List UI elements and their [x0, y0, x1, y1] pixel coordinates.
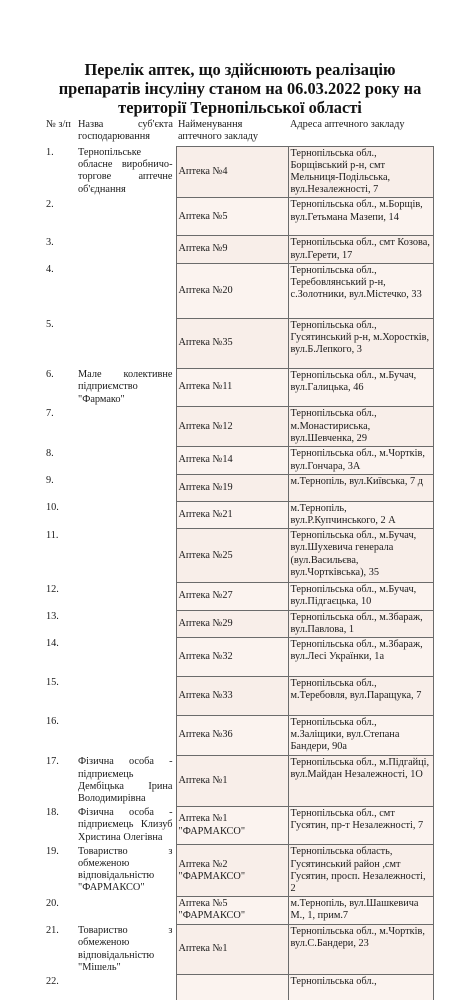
- document-title: [40, 60, 440, 117]
- row-number: 1.: [46, 147, 54, 158]
- pharmacy-address: Тернопільська обл., м.Чортків, вул.С.Бандери, 23: [288, 924, 433, 975]
- row-number: 22.: [46, 975, 59, 987]
- pharmacy-name: Аптека №1: [176, 924, 288, 975]
- subject-name: [74, 474, 176, 501]
- subject-name: [74, 263, 176, 318]
- table-row: [44, 924, 433, 975]
- subject-name: [74, 583, 176, 610]
- header-no: № з/п: [46, 119, 71, 130]
- subject-name: Товариство з обмеженою відповідальністю "Мішель": [78, 925, 173, 973]
- row-number: 17.: [46, 756, 59, 768]
- table-row: [44, 715, 433, 755]
- pharmacy-address: Тернопільська обл., м.Заліщики, вул.Степана Бандери, 90а: [288, 715, 433, 755]
- row-number: 3.: [46, 236, 54, 248]
- pharmacy-name: Аптека №5 "ФАРМАКСО": [176, 897, 288, 924]
- pharmacy-name: Аптека №9: [176, 236, 288, 263]
- pharmacy-name: Аптека №14: [176, 447, 288, 474]
- subject-name: [74, 236, 176, 263]
- table-row: [44, 897, 433, 924]
- pharmacy-address: Тернопільська обл., смт Гусятин, пр-т Незалежності, 7: [288, 806, 433, 845]
- pharmacy-name: [176, 975, 288, 1000]
- pharmacy-name: Аптека №11: [176, 368, 288, 407]
- row-number: 19.: [46, 845, 59, 857]
- title-line-3: території Тернопільської області: [118, 98, 362, 117]
- row-number: 15.: [46, 677, 59, 689]
- pharmacy-address: Тернопільська обл., Гусятинський р-н, м.Хоростків, вул.Б.Лепкого, 3: [288, 318, 433, 368]
- pharmacy-address: Тернопільська обл., смт Козова, вул.Герети, 17: [288, 236, 433, 263]
- pharmacy-name: Аптека №36: [176, 715, 288, 755]
- row-number: 9.: [46, 475, 54, 487]
- pharmacy-name: Аптека №20: [176, 263, 288, 318]
- subject-name: Тернопільське обласне виробничо-торгове аптечне об'єднання: [78, 147, 173, 195]
- row-number: 11.: [46, 529, 59, 541]
- pharmacy-address: Тернопільська обл., м.Збараж, вул.Лесі Українки, 1а: [288, 637, 433, 676]
- subject-name: [74, 715, 176, 755]
- subject-name: Мале колективне підприємство "Фармако": [78, 369, 173, 405]
- pharmacy-address: м.Тернопіль, вул.Р.Купчинського, 2 А: [288, 501, 433, 528]
- pharmacy-name: Аптека №12: [176, 407, 288, 447]
- table-row: [44, 447, 433, 474]
- pharmacy-name: Аптека №1: [176, 755, 288, 806]
- subject-name: [74, 447, 176, 474]
- pharmacy-name: Аптека №25: [176, 529, 288, 583]
- table-row: [44, 236, 433, 263]
- pharmacy-name: Аптека №27: [176, 583, 288, 610]
- table-row: [44, 198, 433, 236]
- title-line-1: Перелік аптек, що здійснюють реалізацію: [84, 60, 396, 79]
- subject-name: [74, 529, 176, 583]
- pharmacy-address: Тернопільська обл., м.Бучач, вул.Галицька, 46: [288, 368, 433, 407]
- pharmacy-address: Тернопільська обл., Теребовлянський р-н, с.Золотники, вул.Містечко, 33: [288, 263, 433, 318]
- row-number: 14.: [46, 638, 59, 650]
- pharmacy-table: [44, 118, 434, 1000]
- subject-name: [74, 610, 176, 637]
- pharmacy-address: Тернопільська обл., м.Борщів, вул.Гетьмана Мазепи, 14: [288, 198, 433, 236]
- subject-name: Товариство з обмеженою відповідальністю "ФАРМАКСО": [78, 845, 173, 894]
- row-number: 20.: [46, 897, 59, 909]
- table-row: [44, 146, 433, 198]
- header-entity: Назва суб'єкта господарювання: [78, 119, 173, 143]
- row-number: 10.: [46, 502, 59, 514]
- row-number: 4.: [46, 264, 54, 276]
- subject-name: [74, 975, 176, 1000]
- pharmacy-name: Аптека №32: [176, 637, 288, 676]
- pharmacy-name: Аптека №5: [176, 198, 288, 236]
- row-number: 21.: [46, 925, 59, 937]
- pharmacy-name: Аптека №33: [176, 676, 288, 715]
- row-number: 16.: [46, 716, 59, 728]
- pharmacy-address: Тернопільська обл., м.Монастириська, вул.Шевченка, 29: [288, 407, 433, 447]
- row-number: 13.: [46, 611, 59, 623]
- row-number: 6.: [46, 369, 54, 381]
- table-row: [44, 755, 433, 806]
- pharmacy-address: Тернопільська обл., м.Чортків, вул.Гончара, 3А: [288, 447, 433, 474]
- pharmacy-address: Тернопільська обл.,: [288, 975, 433, 1000]
- pharmacy-table-body: [44, 118, 433, 1000]
- table-row: [44, 318, 433, 368]
- subject-name: Фізична особа - підприємець Дембіцька Ірина Володимирівна: [78, 756, 173, 805]
- table-row: [44, 407, 433, 447]
- table-row: [44, 806, 433, 845]
- table-row: [44, 583, 433, 610]
- subject-name: [74, 198, 176, 236]
- subject-name: [74, 318, 176, 368]
- row-number: 2.: [46, 198, 54, 210]
- pharmacy-name: Аптека №1 "ФАРМАКСО": [176, 806, 288, 845]
- subject-name: [74, 637, 176, 676]
- table-header-row: [44, 118, 433, 146]
- header-address: Адреса аптечного закладу: [290, 119, 405, 130]
- pharmacy-name: Аптека №2 "ФАРМАКСО": [176, 845, 288, 897]
- row-number: 18.: [46, 807, 59, 819]
- row-number: 12.: [46, 583, 59, 595]
- row-number: 8.: [46, 447, 54, 459]
- subject-name: [74, 676, 176, 715]
- pharmacy-address: Тернопільська обл., м.Теребовля, вул.Паращука, 7: [288, 676, 433, 715]
- pharmacy-address: Тернопільська обл., м.Бучач, вул.Підгаєцька, 10: [288, 583, 433, 610]
- subject-name: Фізична особа - підприємець Клизуб Христина Олегівна: [78, 807, 173, 843]
- pharmacy-address: Тернопільська обл., м.Збараж, вул.Павлова, 1: [288, 610, 433, 637]
- table-row: [44, 474, 433, 501]
- pharmacy-address: Тернопільська обл., Борщівський р-н, смт Мельниця-Подільська, вул.Незалежності, 7: [288, 146, 433, 198]
- row-number: 5.: [46, 319, 54, 331]
- table-row: [44, 975, 433, 1000]
- pharmacy-name: Аптека №19: [176, 474, 288, 501]
- title-line-2: препаратів інсуліну станом на 06.03.2022 року на: [58, 79, 422, 98]
- table-row: [44, 845, 433, 897]
- subject-name: [74, 501, 176, 528]
- pharmacy-address: м.Тернопіль, вул.Київська, 7 д: [288, 474, 433, 501]
- table-row: [44, 529, 433, 583]
- subject-name: [74, 407, 176, 447]
- pharmacy-address: Тернопільська обл., м.Підгайці, вул.Майдан Незалежності, 1О: [288, 755, 433, 806]
- table-row: [44, 368, 433, 407]
- table-row: [44, 263, 433, 318]
- table-row: [44, 501, 433, 528]
- pharmacy-address: Тернопільська обл., м.Бучач, вул.Шухевича генерала (вул.Васильєва, вул.Чортківська), 35: [288, 529, 433, 583]
- table-row: [44, 676, 433, 715]
- pharmacy-name: Аптека №29: [176, 610, 288, 637]
- subject-name: [74, 897, 176, 924]
- row-number: 7.: [46, 407, 54, 419]
- pharmacy-address: Тернопільська область, Гусятинський район ,смт Гусятин, просп. Незалежності, 2: [288, 845, 433, 897]
- header-pharmacy: Найменування аптечного закладу: [178, 119, 259, 143]
- pharmacy-name: Аптека №4: [176, 146, 288, 198]
- pharmacy-name: Аптека №35: [176, 318, 288, 368]
- pharmacy-address: м.Тернопіль, вул.Шашкевича М., 1, прим.7: [288, 897, 433, 924]
- table-row: [44, 610, 433, 637]
- pharmacy-name: Аптека №21: [176, 501, 288, 528]
- table-row: [44, 637, 433, 676]
